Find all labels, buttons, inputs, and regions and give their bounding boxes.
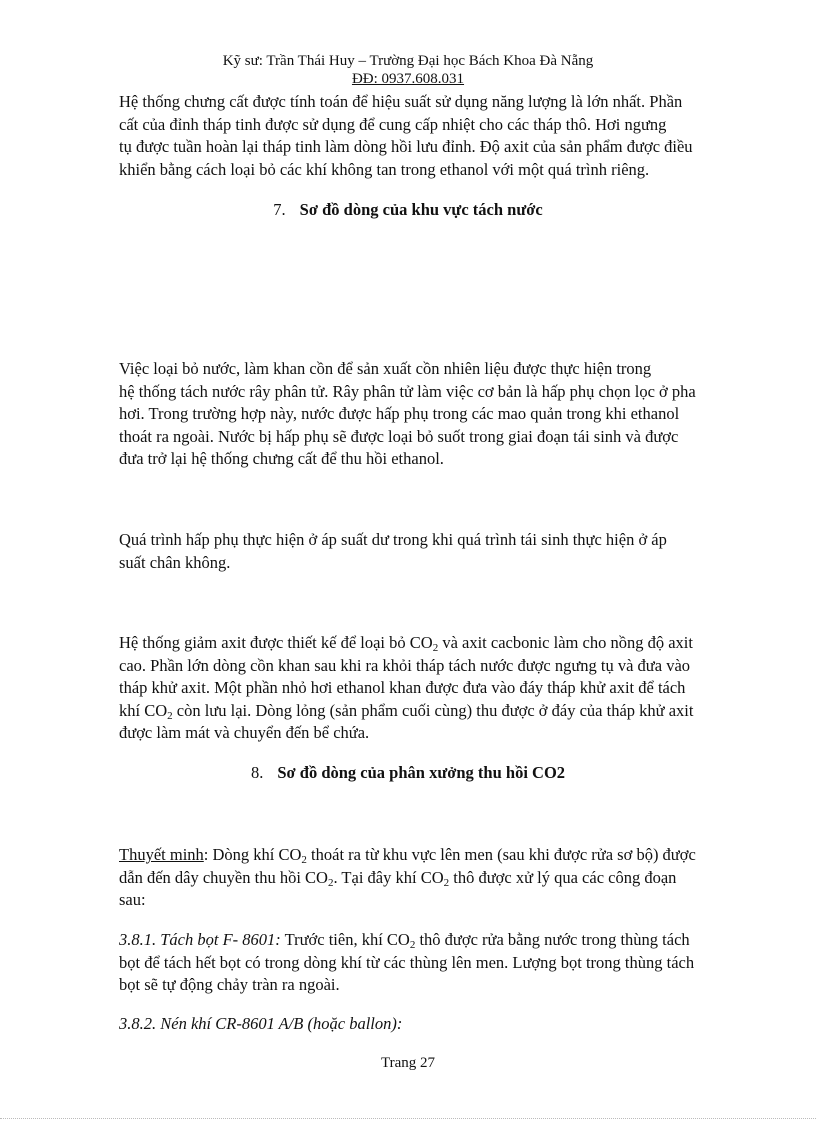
paragraph-line: được làm mát và chuyển đến bể chứa.: [119, 723, 370, 742]
paragraph-line: cất của đỉnh tháp tinh được sử dụng để cung cấp nhiệt cho các tháp thô. Hơi ngưng: [119, 114, 667, 134]
section-number: 7.: [273, 200, 286, 219]
subscript: 2: [167, 709, 173, 722]
subscript: 2: [301, 854, 307, 866]
paragraph-line: [119, 929, 759, 952]
text-run: thô được rửa bằng nước trong thùng tách: [415, 930, 690, 949]
paragraph-distillation: [119, 91, 759, 181]
paragraph-compressor: [119, 1013, 759, 1036]
subscript: 2: [432, 642, 439, 654]
text-run: Trước tiên, khí CO: [280, 930, 410, 949]
paragraph-line: [119, 632, 759, 655]
paragraph-line: [119, 867, 759, 890]
text-run: : Dòng khí CO: [203, 845, 302, 864]
paragraph-line: hơi. Trong trường hợp này, nước được hấp phụ trong các mao quản trong khi ethanol: [119, 404, 680, 423]
paragraph-line: 3.8.2. Nén khí CR-8601 A/B (hoặc ballon):: [119, 1014, 403, 1033]
section-title: Sơ đồ dòng của phân xưởng thu hồi CO2: [277, 763, 566, 782]
paragraph-line: cao. Phần lớn dòng cồn khan sau khi ra khỏi tháp tách nước được ngưng tụ và đưa vào: [119, 655, 691, 675]
paragraph-line: bọt để tách hết bọt có trong dòng khí từ các thùng lên men. Lượng bọt trong thùng tách: [119, 952, 695, 972]
text-run: thô được xử lý qua các công đoạn: [449, 867, 677, 887]
text-run: thoát ra từ khu vực lên men (sau khi được rửa sơ bộ) được: [306, 845, 696, 864]
paragraph-line: Quá trình hấp phụ thực hiện ở áp suất dư trong khi quá trình tái sinh thực hiện ở áp: [119, 530, 667, 549]
page-divider: [0, 1118, 816, 1119]
paragraph-acid-reduction: [119, 632, 759, 745]
subscript: 2: [409, 939, 416, 951]
subscript: 2: [327, 876, 334, 889]
subscript: 2: [443, 876, 450, 889]
paragraph-line: [119, 844, 759, 867]
paragraph-foam-separation: [119, 929, 759, 997]
text-run: . Tại đây khí CO: [333, 867, 444, 887]
text-run: dẫn đến dây chuyền thu hồi CO: [119, 867, 328, 887]
paragraph-adsorption: [119, 529, 759, 574]
label-underlined: Thuyết minh: [119, 845, 204, 864]
section-title: Sơ đồ dòng của khu vực tách nước: [299, 200, 543, 219]
paragraph-line: suất chân không.: [119, 552, 231, 572]
paragraph-line: [119, 700, 759, 723]
header-phone: [0, 71, 816, 88]
page-number: Trang 27: [380, 1055, 436, 1071]
paragraph-line: tụ được tuần hoàn lại tháp tinh làm dòng hồi lưu đỉnh. Độ axit của sản phẩm được điều: [119, 137, 693, 156]
paragraph-line: thoát ra ngoài. Nước bị hấp phụ sẽ được loại bỏ suốt trong giai đoạn tái sinh và được: [119, 426, 679, 446]
paragraph-line: khiển bằng cách loại bỏ các khí không tan trong ethanol với một quá trình riêng.: [119, 159, 650, 179]
section-heading-7: [0, 200, 816, 220]
paragraph-line: hệ thống tách nước rây phân tử. Rây phân tử làm việc cơ bản là hấp phụ chọn lọc ở pha: [119, 381, 696, 401]
paragraph-line: tháp khử axit. Một phần nhỏ hơi ethanol khan được đưa vào đáy tháp khử axit để tách: [119, 678, 686, 697]
text-run: Hệ thống giảm axit được thiết kế để loại bỏ CO: [119, 633, 433, 652]
paragraph-co2-description: [119, 844, 759, 912]
header-author: Kỹ sư: Trần Thái Huy – Trường Đại học Bách Khoa Đà Nẵng: [222, 53, 594, 69]
text-run: và axit cacbonic làm cho nồng độ axit: [438, 633, 693, 652]
paragraph-line: đưa trở lại hệ thống chưng cất để thu hồi ethanol.: [119, 449, 444, 468]
text-run: còn lưu lại. Dòng lỏng (sản phẩm cuối cùng) thu được ở đáy của tháp khử axit: [172, 700, 694, 720]
paragraph-line: Việc loại bỏ nước, làm khan cồn để sản xuất cồn nhiên liệu được thực hiện trong: [119, 359, 652, 378]
paragraph-dehydration: [119, 358, 759, 471]
paragraph-line: Hệ thống chưng cất được tính toán để hiệu suất sử dụng năng lượng là lớn nhất. Phần: [119, 92, 683, 111]
section-heading-8: [0, 763, 816, 783]
paragraph-line: sau:: [119, 890, 146, 909]
label-italic: 3.8.1. Tách bọt F- 8601:: [119, 930, 281, 949]
text-run: khí CO: [119, 700, 168, 720]
paragraph-line: bọt sẽ tự động chảy tràn ra ngoài.: [119, 975, 340, 994]
header-phone-text: ĐĐ: 0937.608.031: [351, 71, 465, 87]
section-number: 8.: [250, 763, 264, 782]
